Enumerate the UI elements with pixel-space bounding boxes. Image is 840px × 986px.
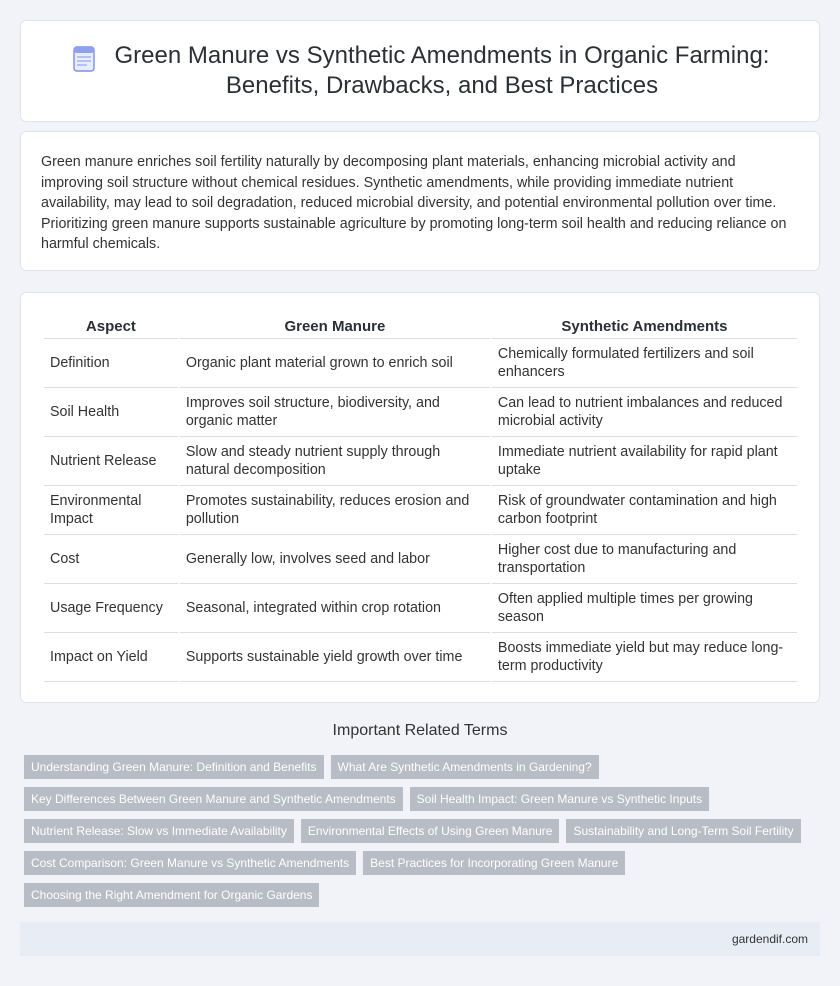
synthetic-cell: Risk of groundwater contamination and high carbon footprint [492,486,797,535]
table-row [44,584,797,633]
related-term-tag[interactable]: Choosing the Right Amendment for Organic Gardens [24,883,319,907]
aspect-cell: Impact on Yield [44,633,178,682]
table-row [44,339,797,388]
related-term-tag[interactable]: Key Differences Between Green Manure and Synthetic Amendments [24,787,403,811]
footer [20,922,820,956]
related-term-tag[interactable]: Understanding Green Manure: Definition and Benefits [24,755,324,779]
header-synthetic-amendments: Synthetic Amendments [492,310,797,339]
aspect-cell: Usage Frequency [44,584,178,633]
synthetic-cell: Can lead to nutrient imbalances and reduced microbial activity [492,388,797,437]
related-terms-list [24,755,824,907]
title-line-2: Benefits, Drawbacks, and Best Practices [225,72,659,99]
synthetic-cell: Chemically formulated fertilizers and soil enhancers [492,339,797,388]
table-row [44,486,797,535]
synthetic-cell: Boosts immediate yield but may reduce long-term productivity [492,633,797,682]
green-manure-cell: Organic plant material grown to enrich soil [180,339,490,388]
intro-card [20,131,820,271]
aspect-cell: Cost [44,535,178,584]
header-green-manure: Green Manure [180,310,490,339]
synthetic-cell: Often applied multiple times per growing season [492,584,797,633]
footer-site-link[interactable]: gardendif.com [731,932,808,946]
green-manure-cell: Slow and steady nutrient supply through natural decomposition [180,437,490,486]
table-header-row [44,310,797,339]
related-term-tag[interactable]: Sustainability and Long-Term Soil Fertility [566,819,800,843]
document-icon [71,46,97,72]
aspect-cell: Definition [44,339,178,388]
aspect-cell: Nutrient Release [44,437,178,486]
title-line-1: Green Manure vs Synthetic Amendments in Organic Farming: [114,42,770,69]
page-title [115,41,770,101]
green-manure-cell: Promotes sustainability, reduces erosion and pollution [180,486,490,535]
intro-paragraph: Green manure enriches soil fertility naturally by decomposing plant materials, enhancing microbial activity and improving soil structure without chemical residues. Synthetic amendments, while providing immediate nutrient availability, may lead to soil degradation, reduced microbial diversity, and potential environmental pollution over time. Prioritizing green manure supports sustainable agriculture by promoting long-term soil health and reducing reliance on harmful chemicals. [41,154,787,252]
related-term-tag[interactable]: Nutrient Release: Slow vs Immediate Availability [24,819,294,843]
header-aspect: Aspect [44,310,178,339]
table-row [44,437,797,486]
synthetic-cell: Higher cost due to manufacturing and transportation [492,535,797,584]
table-row [44,633,797,682]
related-terms-title: Important Related Terms [332,722,508,739]
green-manure-cell: Seasonal, integrated within crop rotation [180,584,490,633]
related-term-tag[interactable]: Environmental Effects of Using Green Manure [301,819,560,843]
header-card [20,20,820,122]
related-term-tag[interactable]: What Are Synthetic Amendments in Gardening? [331,755,599,779]
comparison-table [42,310,799,682]
table-row [44,535,797,584]
synthetic-cell: Immediate nutrient availability for rapid plant uptake [492,437,797,486]
related-term-tag[interactable]: Soil Health Impact: Green Manure vs Synthetic Inputs [410,787,709,811]
green-manure-cell: Generally low, involves seed and labor [180,535,490,584]
related-term-tag[interactable]: Best Practices for Incorporating Green Manure [363,851,625,875]
green-manure-cell: Supports sustainable yield growth over time [180,633,490,682]
comparison-card [20,292,820,703]
aspect-cell: Environmental Impact [44,486,178,535]
related-term-tag[interactable]: Cost Comparison: Green Manure vs Synthetic Amendments [24,851,356,875]
aspect-cell: Soil Health [44,388,178,437]
table-row [44,388,797,437]
green-manure-cell: Improves soil structure, biodiversity, and organic matter [180,388,490,437]
